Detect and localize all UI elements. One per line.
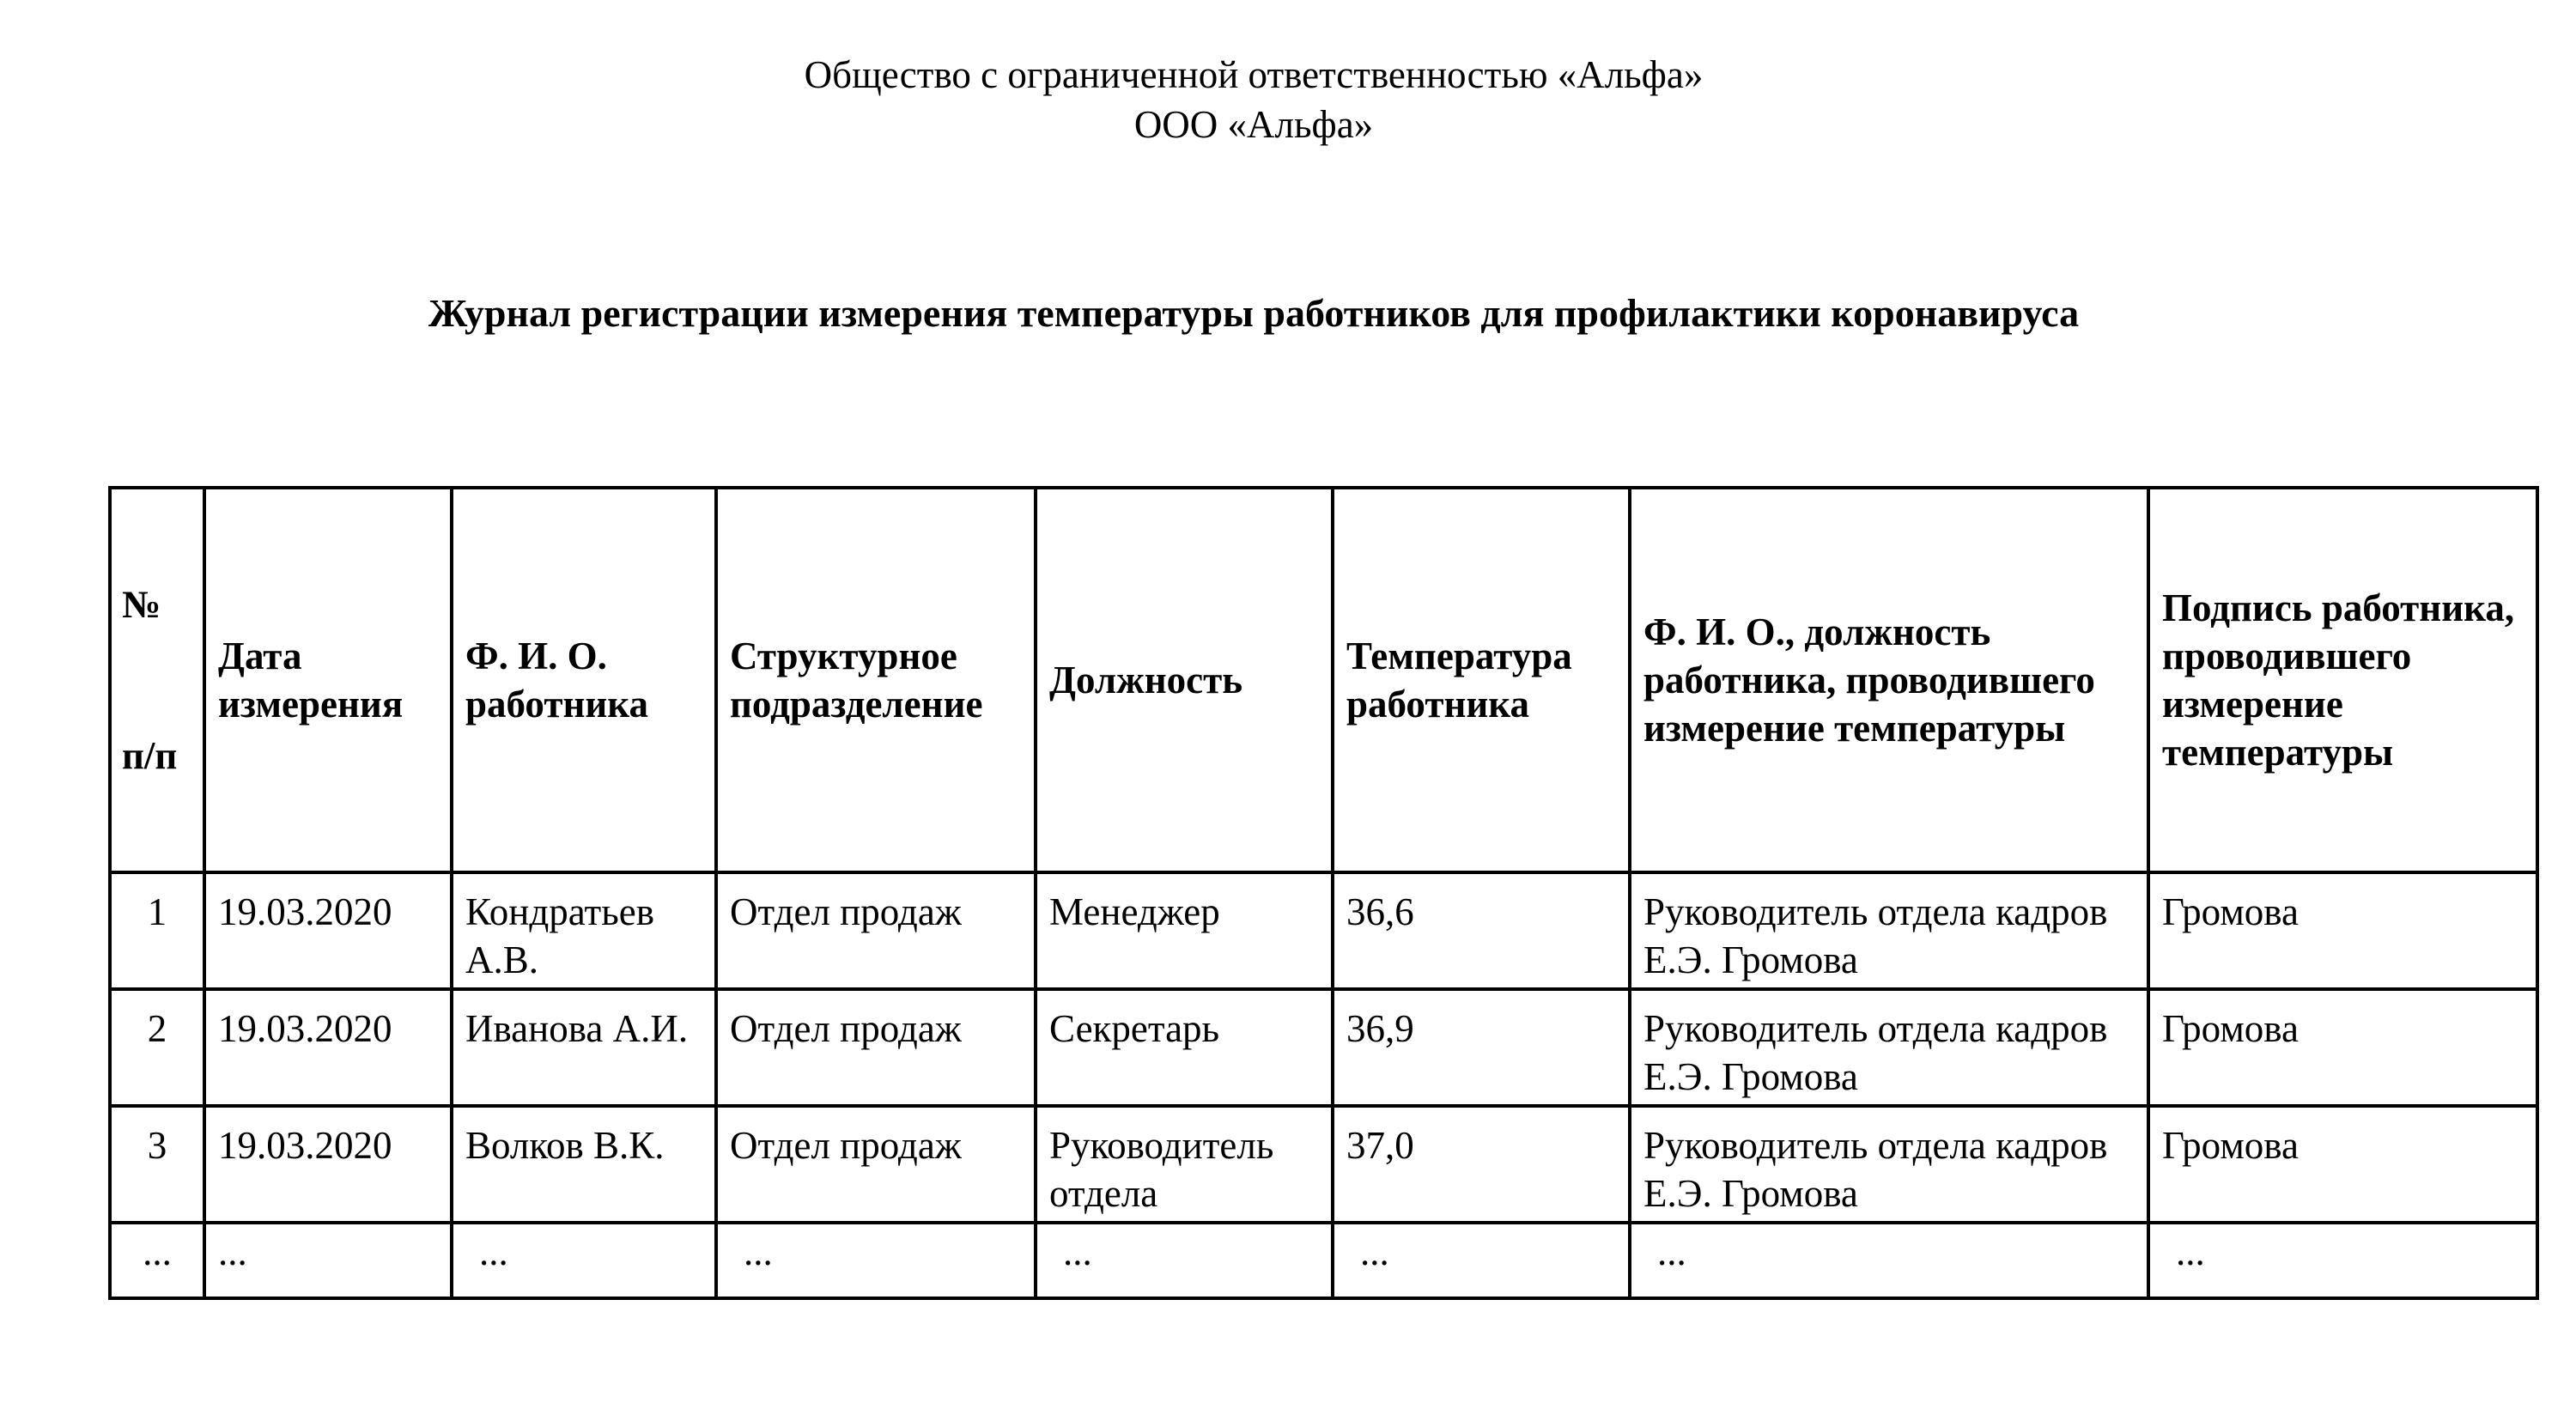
cell-employee-name: Волков В.К. [452,1106,716,1223]
cell-department: Отдел продаж [716,1106,1036,1223]
header-department: Структурное подразделение [716,488,1036,872]
cell-signature: Громова [2148,989,2537,1106]
cell-temperature: 37,0 [1333,1106,1630,1223]
cell-ellipsis: ... [110,1223,204,1298]
cell-position: Секретарь [1036,989,1333,1106]
header-number-sign: № [122,583,161,626]
cell-ellipsis: ... [452,1223,716,1298]
cell-employee-name: Кондратьев А.В. [452,872,716,989]
cell-number: 1 [110,872,204,989]
header-date: Дата измерения [204,488,452,872]
cell-ellipsis: ... [1630,1223,2148,1298]
cell-measurer: Руководитель отдела кадров Е.Э. Громова [1630,1106,2148,1223]
cell-ellipsis: ... [716,1223,1036,1298]
header-position: Должность [1036,488,1333,872]
cell-number: 2 [110,989,204,1106]
table-row [110,989,2537,1106]
cell-measurer: Руководитель отдела кадров Е.Э. Громова [1630,989,2148,1106]
cell-ellipsis: ... [2148,1223,2537,1298]
cell-signature: Громова [2148,872,2537,989]
cell-signature: Громова [2148,1106,2537,1223]
cell-date: 19.03.2020 [204,1106,452,1223]
header-signature: Подпись работника, проводившего измерение температуры [2148,488,2537,872]
table-header-row [110,488,2537,872]
header-row-number [110,488,204,872]
cell-employee-name: Иванова А.И. [452,989,716,1106]
header-temperature: Температура работника [1333,488,1630,872]
temperature-journal-table [108,486,2539,1300]
table-row-ellipsis [110,1223,2537,1298]
header-employee-name: Ф. И. О. работника [452,488,716,872]
cell-ellipsis: ... [204,1223,452,1298]
cell-position: Менеджер [1036,872,1333,989]
organization-short-name: ООО «Альфа» [1133,103,1374,146]
document-title: Журнал регистрации измерения температуры работников для профилактики коронавируса [428,291,2080,335]
cell-date: 19.03.2020 [204,989,452,1106]
cell-department: Отдел продаж [716,989,1036,1106]
cell-temperature: 36,6 [1333,872,1630,989]
cell-measurer: Руководитель отдела кадров Е.Э. Громова [1630,872,2148,989]
table-row [110,1106,2537,1223]
header-pp: п/п [122,734,178,777]
cell-number: 3 [110,1106,204,1223]
cell-position: Руководитель отдела [1036,1106,1333,1223]
table-row [110,872,2537,989]
cell-date: 19.03.2020 [204,872,452,989]
cell-ellipsis: ... [1036,1223,1333,1298]
cell-temperature: 36,9 [1333,989,1630,1106]
header-measurer: Ф. И. О., должность работника, проводившего измерение температуры [1630,488,2148,872]
cell-department: Отдел продаж [716,872,1036,989]
organization-full-name: Общество с ограниченной ответственностью «Альфа» [804,53,1704,96]
organization-header [0,50,2507,149]
cell-ellipsis: ... [1333,1223,1630,1298]
